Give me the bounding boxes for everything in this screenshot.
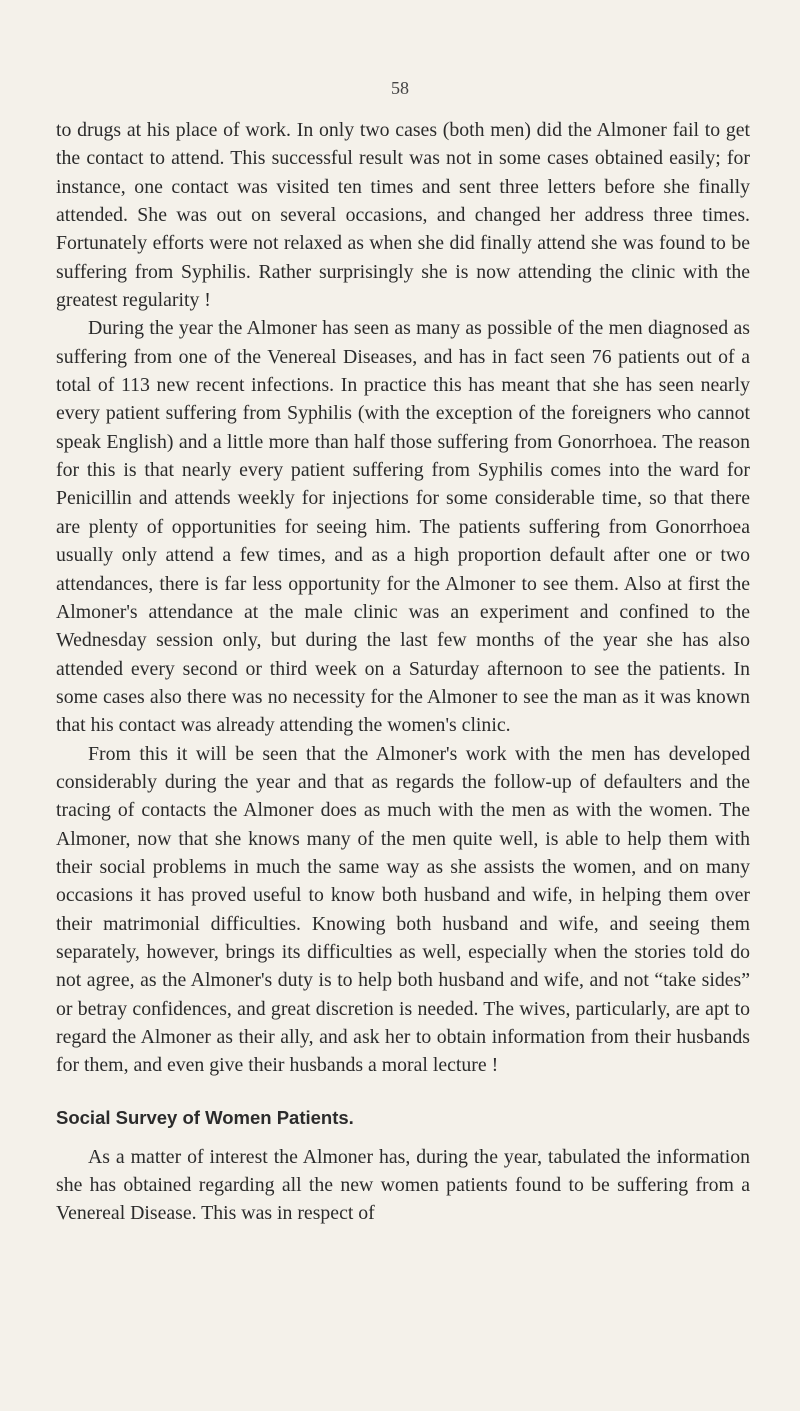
section-heading: Social Survey of Women Patients.	[56, 1106, 354, 1128]
paragraph-continuation: to drugs at his place of work. In only two cases (both men) did the Almoner fail to get the contact to attend. This successful result was not in some cases obtained easily; for instance, one contact was visited ten times and sent three letters before she finally attended. She was out on several occasions, and changed her address three times. Fortunately efforts were not relaxed as when she did finally attend she was found to be suffering from Syphilis. Rather surprisingly she is now attending the clinic with the greatest regularity !	[56, 119, 750, 312]
page-number: 58	[391, 78, 409, 98]
paragraph-almoner-work: From this it will be seen that the Almoner's work with the men has developed considerably during the year and that as regards the follow-up of defaulters and the tracing of contacts the Almoner does as much with the men as with the women. The Almoner, now that she knows many of the men quite well, is able to help them with their social problems in much the same way as she assists the women, and on many occasions it has proved useful to know both husband and wife, in helping them over their matrimonial difficulties. Knowing both husband and wife, and seeing them separately, however, brings its difficulties as well, especially when the stories told do not agree, as the Almoner's duty is to help both husband and wife, and not “take sides” or betray confidences, and great discretion is needed. The wives, particularly, are apt to regard the Almoner as their ally, and ask her to obtain information from their husbands for them, and even give their husbands a moral lecture !	[56, 742, 750, 1077]
paragraph-social-survey: As a matter of interest the Almoner has, during the year, tabulated the information she has obtained regarding all the new women patients found to be suffering from a Venereal Disease. This was in respect of	[56, 1145, 750, 1225]
paragraph-almoner-men: During the year the Almoner has seen as many as possible of the men diagnosed as suffering from one of the Venereal Diseases, and has in fact seen 76 patients out of a total of 113 new recent infections. In practice this has meant that she has seen nearly every patient suffering from Syphilis (with the exception of the foreigners who cannot speak English) and a little more than half those suffering from Gonorrhoea. The reason for this is that nearly every patient suffering from Syphilis comes into the ward for Penicillin and attends weekly for injections for some considerable time, so that there are plenty of opportunities for seeing him. The patients suffering from Gonorrhoea usually only attend a few times, and as a high proportion default after one or two attendances, there is far less opportunity for the Almoner to see them. Also at first the Almoner's attendance at the male clinic was an experiment and confined to the Wednesday session only, but during the last few months of the year she has also attended every second or third week on a Saturday afternoon to see the patients. In some cases also there was no necessity for the Almoner to see the man as it was known that his contact was already attending the women's clinic.	[56, 317, 750, 737]
body-text	[56, 116, 750, 1228]
